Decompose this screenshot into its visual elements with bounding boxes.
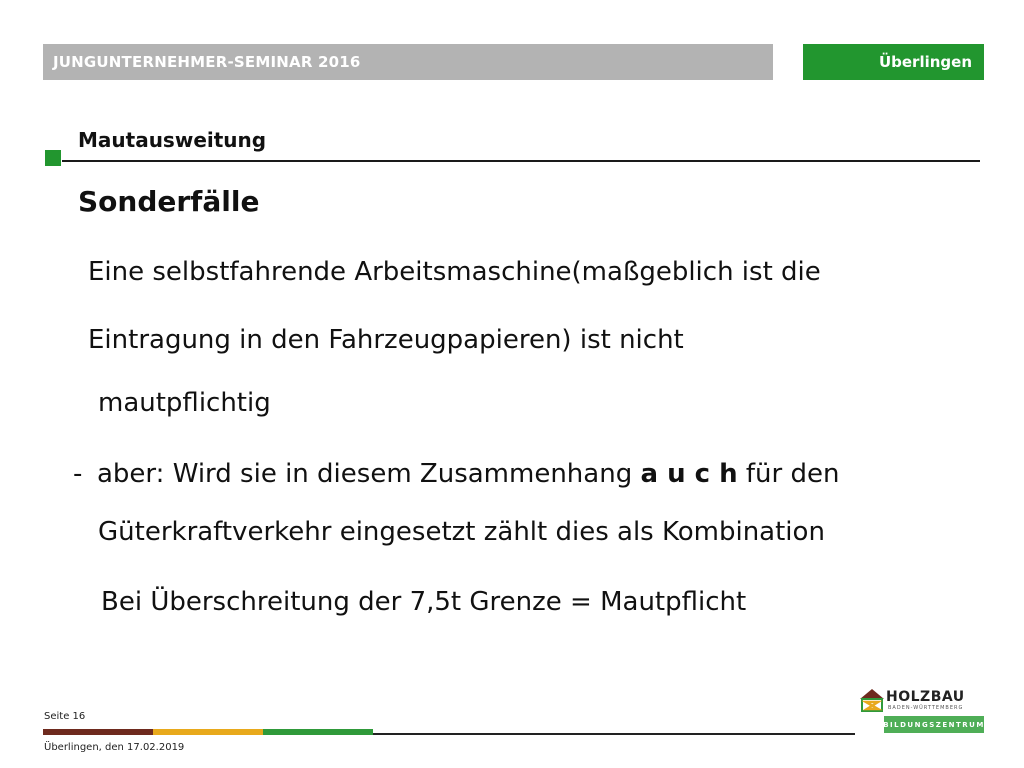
body-line-6: Bei Überschreitung der 7,5t Grenze = Mautpflicht bbox=[101, 587, 747, 617]
emphasis-auch: a u c h bbox=[640, 459, 738, 489]
slide-heading: Sonderfälle bbox=[78, 185, 260, 218]
page-number: Seite 16 bbox=[44, 711, 86, 722]
body-line-4-pre: aber: Wird sie in diesem Zusammenhang bbox=[97, 459, 641, 489]
body-line-2: Eintragung in den Fahrzeugpapieren) ist nicht bbox=[88, 325, 684, 355]
location-badge bbox=[803, 44, 984, 80]
location-label: Überlingen bbox=[878, 53, 972, 71]
body-line-3: mautpflichtig bbox=[98, 388, 271, 418]
body-line-5: Güterkraftverkehr eingesetzt zählt dies als Kombination bbox=[98, 517, 825, 547]
footer-bar-green bbox=[263, 729, 373, 735]
logo-bar-label: BILDUNGSZENTRUM bbox=[883, 720, 985, 729]
section-title: Mautausweitung bbox=[78, 128, 267, 152]
footer-bar-brown bbox=[43, 729, 153, 735]
footer-rule bbox=[373, 733, 855, 735]
section-marker-icon bbox=[45, 150, 61, 166]
holzbau-house-logo-icon bbox=[858, 686, 886, 714]
body-line-1: Eine selbstfahrende Arbeitsmaschine(maßgeblich ist die bbox=[88, 257, 821, 287]
footer-color-bars bbox=[43, 729, 373, 735]
dash-bullet: - bbox=[73, 459, 83, 489]
seminar-title: JUNGUNTERNEHMER-SEMINAR 2016 bbox=[53, 53, 361, 71]
footer-bar-gold bbox=[153, 729, 263, 735]
body-line-4-post: für den bbox=[737, 459, 840, 489]
logo-name: HOLZBAU bbox=[886, 689, 965, 705]
footer-date: Überlingen, den 17.02.2019 bbox=[44, 742, 185, 753]
logo-bar bbox=[884, 716, 984, 733]
section-divider bbox=[62, 160, 980, 162]
logo-subtitle: BADEN-WÜRTTEMBERG bbox=[888, 705, 964, 711]
body-line-4 bbox=[73, 459, 839, 489]
